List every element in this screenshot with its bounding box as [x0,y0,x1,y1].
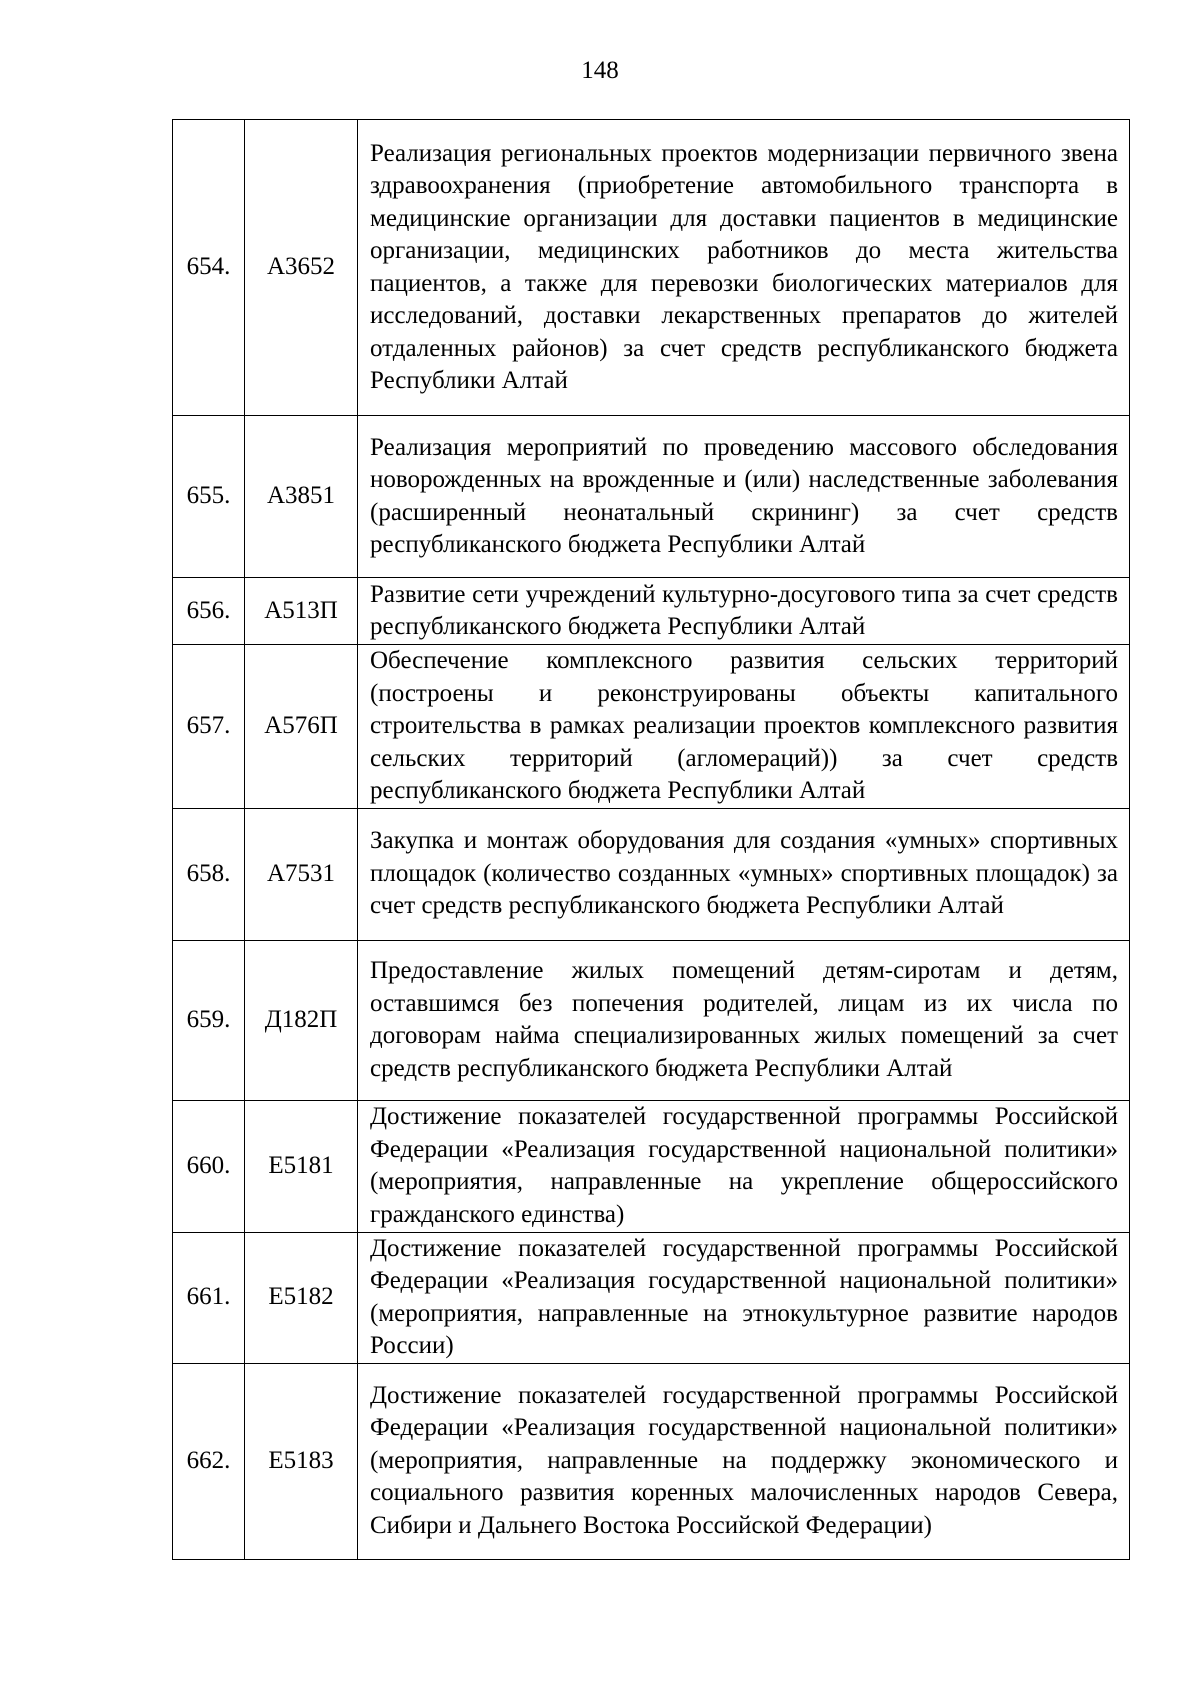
row-number: 656. [173,578,245,645]
row-number: 662. [173,1363,245,1559]
row-description: Развитие сети учреждений культурно-досугового типа за счет средств республиканского бюджета Республики Алтай [358,578,1130,645]
budget-codes-table [172,119,1130,1560]
row-description: Обеспечение комплексного развития сельских территорий (построены и реконструированы объекты капитального строительства в рамках реализации проектов комплексного развития сельских территорий (агломераций)) за счет средств республиканского бюджета Республики Алтай [358,645,1130,809]
row-number: 661. [173,1232,245,1363]
table-row [173,1100,1130,1232]
row-code: A7531 [245,808,358,940]
row-description: Реализация мероприятий по проведению массового обследования новорожденных на врожденные и (или) наследственные заболевания (расширенный неонатальный скрининг) за счет средств республиканского бюджета Республики Алтай [358,416,1130,578]
row-number: 658. [173,808,245,940]
table-row [173,578,1130,645]
row-code: A513П [245,578,358,645]
page-number: 148 [581,57,619,84]
row-description: Реализация региональных проектов модернизации первичного звена здравоохранения (приобретение автомобильного транспорта в медицинские организации для доставки пациентов в медицинские организации, медицинских работников до места жительства пациентов, а также для перевозки биологических материалов для исследований, доставки лекарственных препаратов до жителей отдаленных районов) за счет средств республиканского бюджета Республики Алтай [358,120,1130,416]
row-description: Закупка и монтаж оборудования для создания «умных» спортивных площадок (количество созданных «умных» спортивных площадок) за счет средств республиканского бюджета Республики Алтай [358,808,1130,940]
row-number: 654. [173,120,245,416]
row-code: A576П [245,645,358,809]
row-number: 657. [173,645,245,809]
table-row [173,416,1130,578]
table-row [173,645,1130,809]
row-description: Достижение показателей государственной программы Российской Федерации «Реализация государственной национальной политики» (мероприятия, направленные на этнокультурное развитие народов России) [358,1232,1130,1363]
table-row [173,940,1130,1100]
row-code: A3652 [245,120,358,416]
row-number: 655. [173,416,245,578]
table-row [173,808,1130,940]
row-code: E5181 [245,1100,358,1232]
table-row [173,1232,1130,1363]
row-description: Предоставление жилых помещений детям-сиротам и детям, оставшимся без попечения родителей, лицам из их числа по договорам найма специализированных жилых помещений за счет средств республиканского бюджета Республики Алтай [358,940,1130,1100]
row-description: Достижение показателей государственной программы Российской Федерации «Реализация государственной национальной политики» (мероприятия, направленные на укрепление общероссийского гражданского единства) [358,1100,1130,1232]
row-description: Достижение показателей государственной программы Российской Федерации «Реализация государственной национальной политики» (мероприятия, направленные на поддержку экономического и социального развития коренных малочисленных народов Севера, Сибири и Дальнего Востока Российской Федерации) [358,1363,1130,1559]
table-row [173,1363,1130,1559]
row-code: E5182 [245,1232,358,1363]
table-row [173,120,1130,416]
row-code: E5183 [245,1363,358,1559]
row-code: Д182П [245,940,358,1100]
row-number: 659. [173,940,245,1100]
row-number: 660. [173,1100,245,1232]
row-code: A3851 [245,416,358,578]
